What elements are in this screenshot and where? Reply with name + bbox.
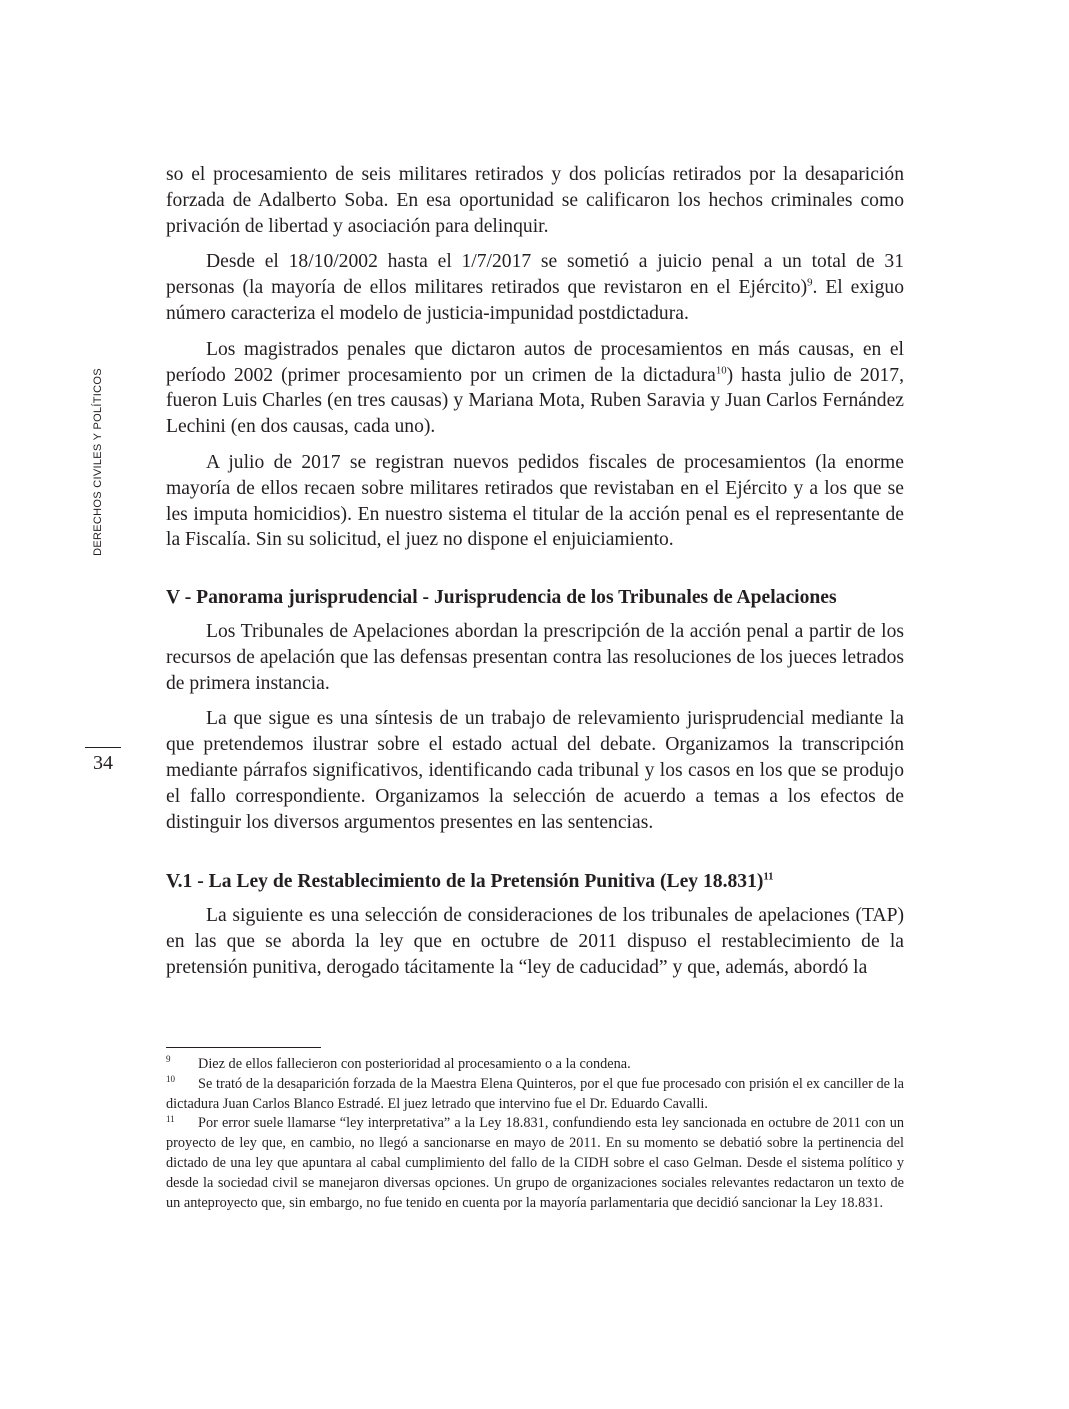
footnote: 10 Se trató de la desaparición forzada de la Maestra Elena Quinteros, por el que fue procesado con prisión el ex canciller de la dictadura Juan Carlos Blanco Estradé. El juez letrado que intervino fue el Dr. Eduardo Cavalli.: [166, 1074, 904, 1112]
footnote-separator: [166, 1047, 321, 1048]
paragraph-text: Desde el 18/10/2002 hasta el 1/7/2017 se sometió a juicio penal a un total de 31 personas (la mayoría de ellos militares retirados que revistaron en el Ejército): [166, 251, 904, 299]
page-number-rule: [85, 747, 121, 748]
page-number: 34: [93, 752, 113, 774]
footnote-reference[interactable]: 11: [763, 870, 774, 883]
paragraph: [166, 337, 904, 440]
footnote: 9 Diez de ellos fallecieron con posterioridad al procesamiento o a la condena.: [166, 1054, 631, 1072]
footnote-reference[interactable]: 10: [715, 364, 727, 377]
footnote-text: Por error suele llamarse “ley interpretativa” a la Ley 18.831, confundiendo esta ley sancionada en octubre de 2011 con un proyecto de ley que, en cambio, no llegó a sancionarse en mayo de 2011. En su momento se debatió sobre la pertinencia del dictado de una ley que apuntara al cabal cumplimiento del fallo de la CIDH sobre el caso Gelman. Desde el sistema político y desde la sociedad civil se manejaron diversas opciones. Un grupo de organizaciones sociales relevantes redactaron un texto de un anteproyecto que, sin embargo, no fue tenido en cuenta por la mayoría parlamentaria que decidió sancionar la Ley 18.831.: [166, 1115, 904, 1211]
body-text: [166, 162, 904, 991]
section-heading: V - Panorama jurisprudencial - Jurisprudencia de los Tribunales de Apelaciones: [166, 587, 837, 609]
paragraph: Los Tribunales de Apelaciones abordan la prescripción de la acción penal a partir de los recursos de apelación que las defensas presentan contra las resoluciones de los jueces letrados de primera instancia.: [166, 620, 904, 694]
running-section-label: DERECHOS CIVILES Y POLÍTICOS: [92, 368, 104, 556]
subsection-heading: [166, 869, 904, 895]
paragraph: La que sigue es una síntesis de un trabajo de relevamiento jurisprudencial mediante la que pretendemos ilustrar sobre el estado actual del debate. Organizamos la transcripción mediante párrafos significativos, identificando cada tribunal y los casos en los que se produjo el fallo correspondiente. Organizamos la selección de acuerdo a temas a los efectos de distinguir los diversos argumentos presentes en las sentencias.: [166, 708, 904, 833]
paragraph: A julio de 2017 se registran nuevos pedidos fiscales de procesamientos (la enorme mayoría de ellos recaen sobre militares retirados que revistaban en el Ejército y a los que se les imputa homicidios). En nuestro sistema el titular de la acción penal es el representante de la Fiscalía. Sin su solicitud, el juez no dispone el enjuiciamiento.: [166, 451, 904, 551]
footnote-text: Diez de ellos fallecieron con posterioridad al procesamiento o a la condena.: [198, 1056, 631, 1072]
subsection-heading-text: V.1 - La Ley de Restablecimiento de la Pretensión Punitiva (Ley 18.831): [166, 871, 764, 893]
footnote: 11 Por error suele llamarse “ley interpretativa” a la Ley 18.831, confundiendo esta ley sancionada en octubre de 2011 con un proyecto de ley que, en cambio, no llegó a sancionarse en mayo de 2011. En su momento se debatió sobre la pertinencia del dictado de una ley que apuntara al cabal cumplimiento del fallo de la CIDH sobre el caso Gelman. Desde el sistema político y desde la sociedad civil se manejaron diversas opciones. Un grupo de organizaciones sociales relevantes redactaron un texto de un anteproyecto que, sin embargo, no fue tenido en cuenta por la mayoría parlamentaria que decidió sancionar la Ley 18.831.: [166, 1113, 904, 1211]
paragraph: [166, 249, 904, 326]
footnote-text: Se trató de la desaparición forzada de la Maestra Elena Quinteros, por el que fue procesado con prisión el ex canciller de la dictadura Juan Carlos Blanco Estradé. El juez letrado que intervino fue el Dr. Eduardo Cavalli.: [166, 1075, 904, 1112]
footnotes: [166, 1055, 904, 1213]
paragraph: La siguiente es una selección de consideraciones de los tribunales de apelaciones (TAP) en las que se aborda la ley que en octubre de 2011 dispuso el restablecimiento de la pretensión punitiva, derogado tácitamente la “ley de caducidad” y que, además, abordó la: [166, 905, 904, 978]
paragraph-continued: so el procesamiento de seis militares retirados y dos policías retirados por la desaparición forzada de Adalberto Soba. En esa oportunidad se calificaron los hechos criminales como privación de libertad y asociación para delinquir.: [166, 164, 904, 237]
paragraph-text: ) hasta julio de 2017, fueron Luis Charles (en tres causas) y Mariana Mota, Ruben Saravia y Juan Carlos Fernández Lechini (en dos causas, cada uno).: [166, 364, 904, 438]
paragraph-text: . El exiguo número caracteriza el modelo de justicia-impunidad postdictadura.: [166, 277, 904, 324]
paragraph-text: Los magistrados penales que dictaron autos de procesamientos en más causas, en el período 2002 (primer procesamiento por un crimen de la dictadura: [166, 338, 904, 386]
footnote-reference[interactable]: 9: [807, 276, 813, 289]
